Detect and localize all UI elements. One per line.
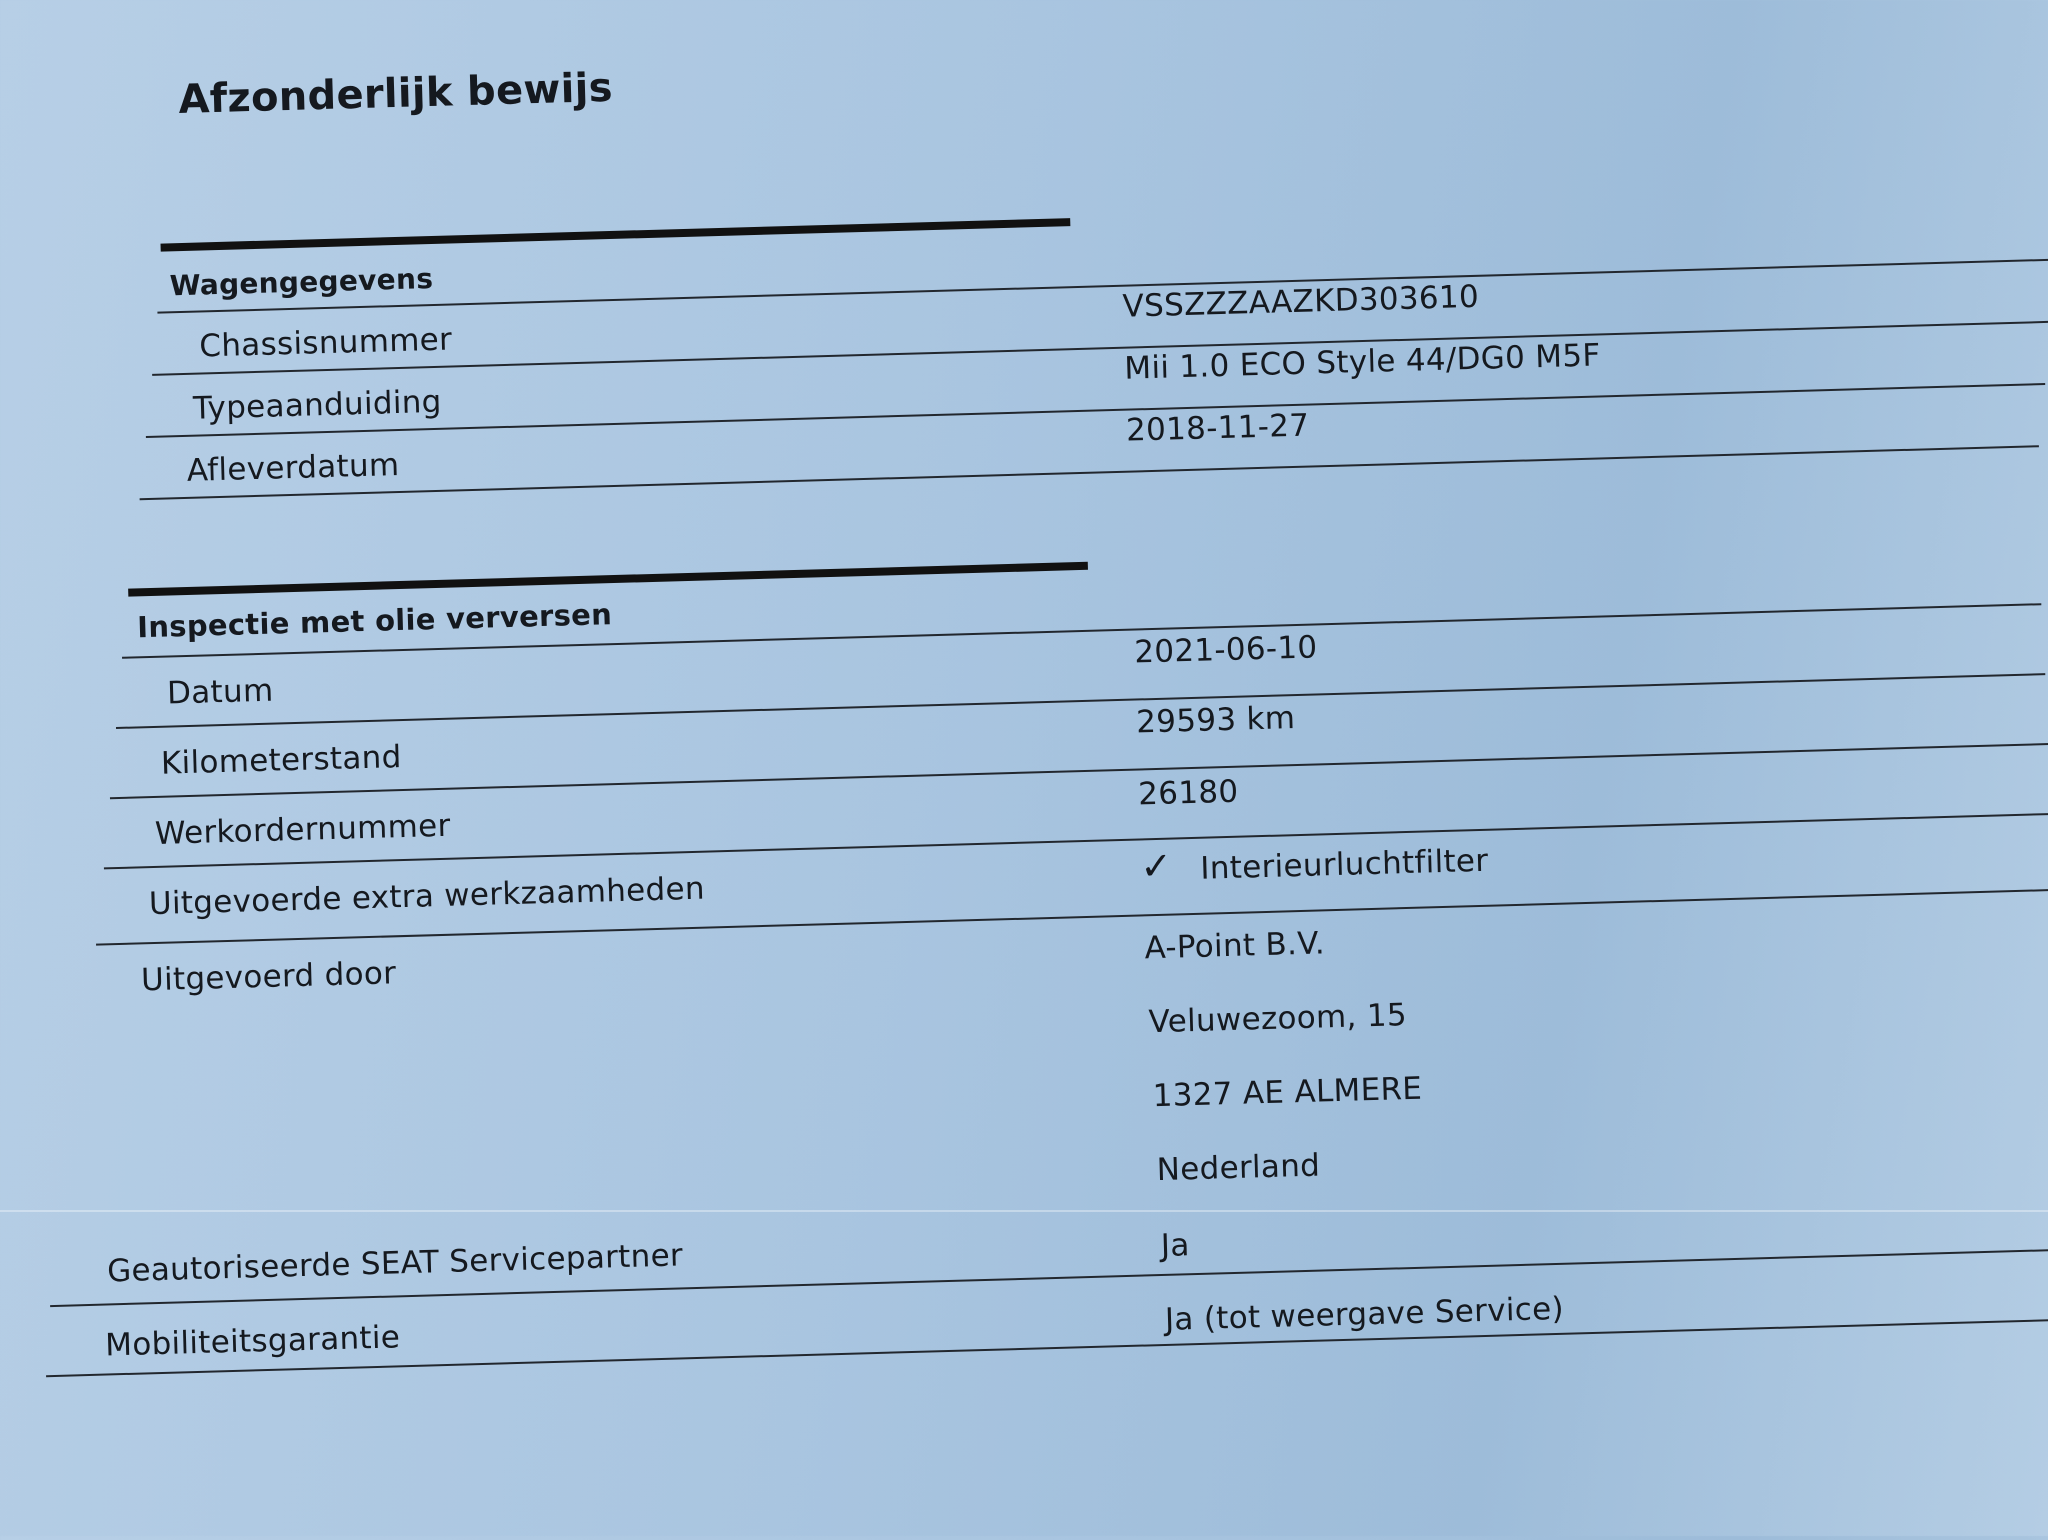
address-line: 1327 AE ALMERE — [1152, 1070, 1423, 1115]
address-line: Veluwezoom, 15 — [1148, 997, 1408, 1041]
value-chassisnummer: VSSZZZAAZKD303610 — [1122, 278, 1480, 325]
value-werkordernummer: 26180 — [1137, 773, 1239, 813]
value-datum: 2021-06-10 — [1133, 629, 1318, 671]
value-mobiliteitsgarantie: Ja (tot weergave Service) — [1164, 1290, 1565, 1338]
section-rule — [128, 562, 1088, 597]
section-rule — [161, 218, 1071, 251]
label-servicepartner: Geautoriseerde SEAT Servicepartner — [106, 1237, 684, 1290]
row-divider — [140, 445, 2039, 500]
value-servicepartner: Ja — [1160, 1227, 1191, 1265]
label-werkordernummer: Werkordernummer — [154, 807, 451, 852]
value-afleverdatum: 2018-11-27 — [1125, 407, 1310, 449]
label-datum: Datum — [166, 672, 274, 712]
value-kilometerstand: 29593 km — [1135, 700, 1296, 741]
label-chassisnummer: Chassisnummer — [198, 321, 453, 365]
document-title: Afzonderlijk bewijs — [177, 64, 614, 124]
value-typeaanduiding: Mii 1.0 ECO Style 44/DG0 M5F — [1123, 337, 1601, 387]
address-line: Nederland — [1156, 1147, 1321, 1189]
label-afleverdatum: Afleverdatum — [186, 446, 400, 489]
label-typeaanduiding: Typeaanduiding — [192, 383, 443, 427]
value-extra-werkzaamheden: Interieurluchtfilter — [1199, 842, 1489, 887]
inspection-heading: Inspectie met olie verversen — [136, 597, 613, 645]
address-line: A-Point B.V. — [1144, 925, 1326, 967]
label-mobiliteitsgarantie: Mobiliteitsgarantie — [104, 1319, 401, 1364]
row-divider — [116, 673, 2045, 729]
label-extra-werkzaamheden: Uitgevoerde extra werkzaamheden — [148, 870, 706, 923]
checkmark-icon: ✓ — [1139, 843, 1174, 889]
label-uitgevoerd-door: Uitgevoerd door — [140, 955, 397, 999]
label-kilometerstand: Kilometerstand — [160, 739, 403, 782]
vehicle-heading: Wagengegevens — [169, 261, 434, 303]
row-divider — [157, 259, 2048, 314]
